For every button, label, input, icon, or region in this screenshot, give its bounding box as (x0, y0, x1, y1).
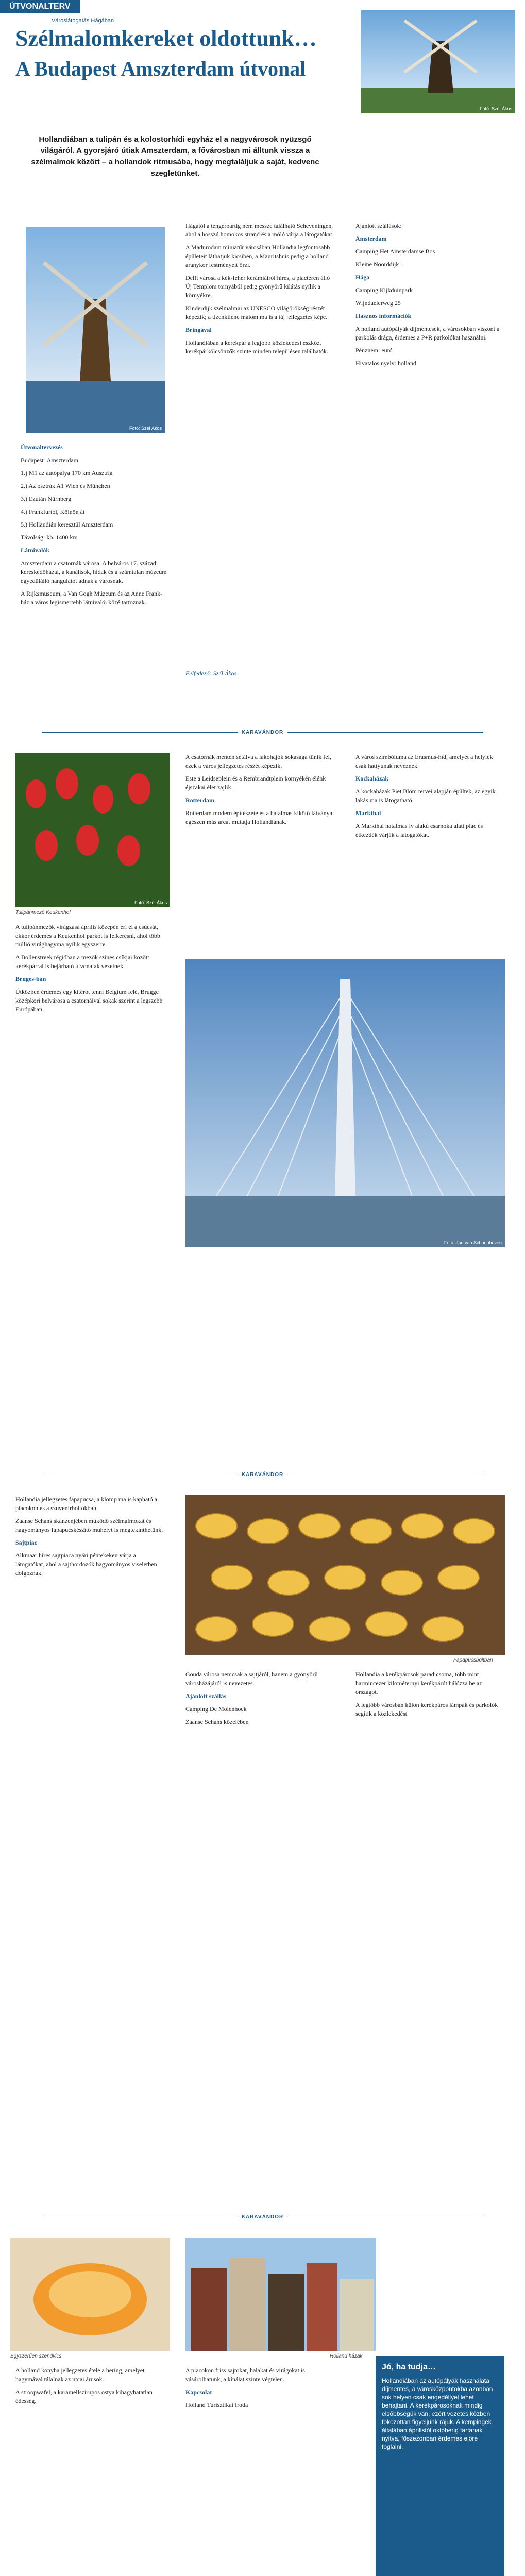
paragraph: Kleine Noorddijk 1 (355, 261, 404, 268)
article-subtitle: A Budapest Amszterdam útvonal (15, 57, 306, 80)
paragraph: Hollandia jellegzetes fapapucsa, a klomp ma is kapható a piacokon és a szuvenírboltokban. (15, 1496, 157, 1512)
paragraph: A Madurodam miniatűr városában Hollandia legfontosabb épületeit láthatjuk kicsiben, a Mauritshuis pedig a holland aranykor festményeit őrzi. (185, 244, 330, 268)
paragraph: A Rijksmuseum, a Van Gogh Múzeum és az Anne Frank-ház a város legismertebb látnivalói közé tartoznak. (21, 590, 163, 606)
photo-credit: Fotó: Szél Ákos (134, 900, 167, 905)
column-2 (185, 753, 335, 831)
paragraph: Zaanse Schans közelében (185, 1718, 249, 1725)
section-heading: Hasznos információk (355, 312, 412, 319)
erasmus-bridge-art (185, 959, 505, 1247)
photo-caption: Tulipánmező Keukenhof (15, 910, 71, 916)
photo-clogs (185, 1495, 505, 1655)
page-footer: KARAVÁNDOR (0, 2214, 525, 2220)
page-1 (0, 0, 525, 742)
paragraph: A holland autópályák díjmentesek, a városokban viszont a parkolás drága, érdemes a P+R parkolókat használni. (355, 325, 500, 341)
paragraph: A tulipánmezők virágzása április közepén éri el a csúcsát, ekkor érdemes a Keukenhof parkot is felkeresni, ahol több millió virághagyma nyílik egyszerre. (15, 923, 160, 948)
hero-photo-windmill (361, 10, 515, 113)
paragraph: 1.) M1 az autópálya 170 km Ausztria (21, 469, 113, 477)
paragraph: Pénznem: euró (355, 347, 393, 354)
paragraph: 2.) Az osztrák A1 Wien és München (21, 482, 110, 489)
column-2 (185, 222, 335, 360)
sidebar-title: Jó, ha tudja… (382, 2363, 436, 2371)
paragraph: Camping De Molenhoek (185, 1705, 247, 1713)
section-heading: Hága (355, 274, 370, 281)
section-heading: Ajánlott szállás (185, 1692, 226, 1700)
column-1 (15, 2366, 165, 2410)
byline: Felfedező: Szél Ákos (185, 670, 237, 677)
paragraph: Hágától a tengerpartig nem messze található Scheveningen, ahol a hosszú homokos strand és a móló várja a látogatókat. (185, 222, 334, 238)
page-footer: KARAVÁNDOR (0, 1472, 525, 1478)
paragraph: Zaanse Schans skanzenjében működő szélmalmokat és hagyományos fapapucskészítő műhelyt is megtekinthetünk. (15, 1517, 163, 1533)
paragraph: Budapest–Amszterdam (21, 456, 78, 464)
column-2 (185, 2366, 340, 2414)
section-heading: Kapcsolat (185, 2388, 212, 2396)
section-heading: Kockaházak (355, 775, 389, 782)
paragraph: A holland konyha jellegzetes étele a hering, amelyet hagymával tálalnak az utcai árusok. (15, 2367, 145, 2383)
paragraph: A város szimbóluma az Erasmus-híd, amelyet a helyiek csak hattyúnak neveznek. (355, 753, 493, 769)
paragraph: A Markthal hatalmas ív alakú csarnoka alatt piac és étkezdék várják a látogatókat. (355, 822, 483, 838)
paragraph: A Bollenstreek régióban a mezők színes csíkjai között kerékpárral is bejárható útvonalak vezetnek. (15, 954, 149, 970)
dutch-houses-photo-art (185, 2238, 376, 2351)
paragraph: Hollandiában a kerékpár a legjobb közlekedési eszköz, kerékpárkölcsönzők szinte minden településen találhatók. (185, 339, 328, 355)
paragraph: Rotterdam modern építészete és a hatalmas kikötő látványa egészen más arcát mutatja Hollandiának. (185, 809, 332, 825)
paragraph: Ajánlott szállások: (355, 222, 402, 229)
section-heading: Útvonaltervezés (21, 444, 63, 451)
column-2 (185, 1670, 335, 1731)
page-4 (0, 2227, 525, 2576)
photo-dutch-houses (185, 2238, 376, 2351)
photo-erasmus-bridge (185, 959, 505, 1247)
photo-credit: Fotó: Szél Ákos (129, 426, 162, 431)
section-heading: Rotterdam (185, 796, 214, 804)
paragraph: A piacokon friss sajtokat, halakat és virágokat is vásárolhatunk, a kínálat szinte végtelen. (185, 2367, 305, 2383)
windmill-photo-art (361, 10, 515, 113)
paragraph: Camping Kijkduinpark (355, 286, 413, 294)
photo-sandwich (10, 2238, 170, 2351)
paragraph: A csatornák mentén sétálva a lakóhajók sokasága tűnik fel, ezek a város jellegzetes részét képezik. (185, 753, 331, 769)
tulip-photo-art (15, 753, 170, 907)
paragraph: A legtöbb városban külön kerékpáros lámpák és parkolók segítik a közlekedést. (355, 1701, 498, 1717)
photo-credit: Fotó: Szél Ákos (479, 106, 512, 111)
photo-caption: Egyszerűen szendvics (10, 2353, 62, 2359)
column-1 (15, 1495, 165, 1582)
paragraph: 3.) Ezután Nürnberg (21, 495, 72, 502)
article-lead: Hollandiában a tulipán és a kolostorhídi egyház el a nagyvárosok nyüzsgő világáról. A gyorsjáró útiak Amszterdam, a fővárosban mi álltunk vissza a szélmalmok között – a hollandok ritmusába, hogy megtaláljuk a saját, kedvenc szegletünket. (31, 135, 319, 178)
section-heading: Sajtpiac (15, 1539, 37, 1546)
paragraph: Wijndaelerweg 25 (355, 299, 401, 307)
column-1 (21, 443, 170, 611)
info-sidebar (376, 2356, 504, 2576)
paragraph: A kockaházak Piet Blom tervei alapján épültek, az egyik lakás ma is látogatható. (355, 788, 496, 804)
photo-windmill-lake (26, 227, 165, 433)
paragraph: Este a Leidseplein és a Rembrandtplein környékén élénk éjszakai élet zajlik. (185, 775, 326, 791)
photo-tulips (15, 753, 170, 907)
paragraph: Alkmaar híres sajtpiaca nyári péntekeken várja a látogatókat, ahol a sajthordozók hagyományos viseletben dolgoznak. (15, 1552, 157, 1577)
paragraph: A stroopwafel, a karamellszirupos ostya kihagyhatatlan édesség. (15, 2388, 153, 2404)
section-heading: Látnivalók (21, 547, 50, 554)
paragraph: Útközben érdemes egy kitérőt tenni Belgium felé, Brugge középkori belvárosa a csatornáival sokak szerint a legszebb Európában. (15, 988, 163, 1013)
paragraph: Amszterdam a csatornák városa. A belváros 17. századi kereskedőházai, a kanálisok, hidak és a számtalan múzeum egyedülálló hangulatot adnak a városnak. (21, 560, 167, 584)
photo-caption: Holland házak (330, 2353, 363, 2359)
paragraph: Gouda városa nemcsak a sajtjáról, hanem a gyönyörű városházájáról is nevezetes. (185, 1671, 318, 1687)
page-2 (0, 742, 525, 1485)
photo-credit: Fotó: Jan van Schoonhoven (444, 1240, 502, 1245)
paragraph: Delft városa a kék-fehér kerámiáiról híres, a piactéren álló Új Templom tornyából pedig gyönyörű kilátás nyílik a környékre. (185, 274, 330, 299)
paragraph: Camping Het Amsterdamse Bos (355, 248, 435, 255)
page-footer: KARAVÁNDOR (0, 730, 525, 735)
paragraph: Hivatalos nyelv: holland (355, 360, 416, 367)
article-title: Szélmalomkereket oldottunk… (15, 26, 317, 51)
clogs-photo-art (185, 1495, 505, 1655)
kicker: Városlátogatás Hágában (52, 18, 114, 24)
paragraph: Távolság: kb. 1400 km (21, 534, 78, 541)
paragraph: Holland Turisztikai Iroda (185, 2401, 248, 2409)
column-1 (15, 923, 170, 1018)
section-heading: Bruges-ban (15, 975, 46, 982)
section-heading: Amsterdam (355, 235, 387, 242)
windmill-lake-art (26, 227, 165, 433)
sidebar-text: Hollandiában az autópályák használata díjmentes, a városközpontokba azonban sok helyen csak engedéllyel lehet behajtani. A kerékpárosoknak mindig elsőbbségük van, ezért vezetés közben fokozottan figyeljünk rájuk. A kempingek általában áprilistól októberig tartanak nyitva, főszezonban érdemes előre foglalni. (382, 2377, 493, 2450)
paragraph: 4.) Frankfurtól, Kölnön át (21, 508, 85, 515)
paragraph: Kinderdijk szélmalmai az UNESCO világörökség részét képezik; a tizenkilenc malom ma is a táj jellegzetes képe. (185, 304, 328, 320)
section-tag: ÚTVONALTERV (0, 0, 80, 13)
page-3 (0, 1485, 525, 2227)
column-3 (355, 222, 505, 372)
paragraph: Hollandia a kerékpárosok paradicsoma, több mint harmincezer kilométernyi kerékpárút hálózza be az országot. (355, 1671, 482, 1696)
column-3 (355, 753, 505, 843)
photo-caption: Fapapucsboltban (453, 1657, 493, 1663)
column-3 (355, 1670, 505, 1722)
section-heading: Markthal (355, 809, 381, 817)
sandwich-photo-art (10, 2238, 170, 2351)
paragraph: 5.) Hollandián keresztül Amszterdam (21, 521, 113, 528)
section-heading: Bringával (185, 326, 212, 333)
